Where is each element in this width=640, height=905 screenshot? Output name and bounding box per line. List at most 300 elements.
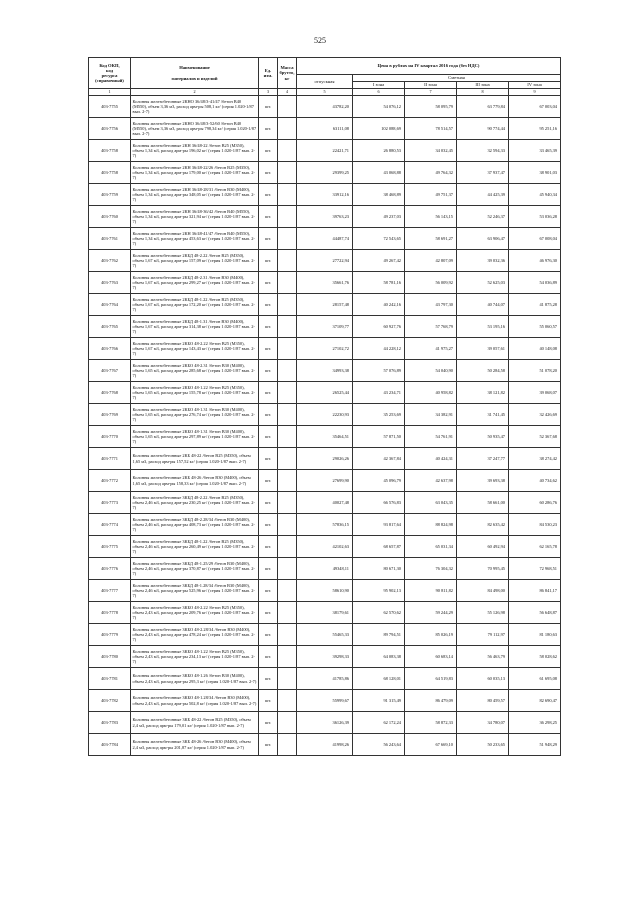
- row-zone-4-price: 36 298,25: [509, 712, 561, 734]
- row-base-price: 39763,23: [297, 206, 353, 228]
- row-base-price: 40027,48: [297, 492, 353, 514]
- row-mass: [278, 448, 297, 470]
- row-mass: [278, 294, 297, 316]
- row-mass: [278, 118, 297, 140]
- row-name: Колонны железобетонные 2КН 36/48-22/26 /бетон В25 (М350), объем 1,34 м3, расход арм-ры 179,00 кг/ (серия 1.020-1/87 вып. 2-7): [131, 162, 259, 184]
- row-zone-1-price: 35 253,69: [353, 404, 405, 426]
- row-zone-3-price: 58 661,00: [457, 492, 509, 514]
- row-name: Колонны железобетонные 3КБД 48-1.25/29 /бетон В30 (М400), объем 2,46 м3, расход арм-ры 370,87 кг/ (серия 1.020-1/87 вып. 2-7): [131, 558, 259, 580]
- row-zone-3-price: 34 780,07: [457, 712, 509, 734]
- row-base-price: 22230,93: [297, 404, 353, 426]
- row-name: Колонны железобетонные 2КБО 48-1.31 /бетон В30 (М400), объем 1,65 м3, расход арм-ры 276,74 кг/ (серия 1.020-1/87 вып. 2-7): [131, 404, 259, 426]
- row-zone-2-price: 54 761,91: [405, 426, 457, 448]
- row-zone-3-price: 82 635,42: [457, 514, 509, 536]
- row-code: 403-7772: [89, 470, 131, 492]
- row-zone-1-price: 62 172,24: [353, 712, 405, 734]
- row-zone-4-price: 56 648,87: [509, 602, 561, 624]
- row-mass: [278, 470, 297, 492]
- row-unit: шт.: [259, 382, 278, 404]
- row-zone-4-price: 51 948,29: [509, 734, 561, 756]
- row-mass: [278, 426, 297, 448]
- header-zone-1: I зона: [353, 82, 405, 89]
- row-mass: [278, 558, 297, 580]
- row-unit: шт.: [259, 118, 278, 140]
- row-mass: [278, 712, 297, 734]
- row-zone-2-price: 54 040,90: [405, 360, 457, 382]
- row-zone-4-price: 95 251,16: [509, 118, 561, 140]
- header-zone-group: Сметная: [353, 75, 561, 82]
- row-zone-2-price: 56 143,15: [405, 206, 457, 228]
- row-unit: шт.: [259, 96, 278, 118]
- row-zone-4-price: 39 068,07: [509, 382, 561, 404]
- header-zone-4: IV зона: [509, 82, 561, 89]
- row-zone-1-price: 49 267,42: [353, 250, 405, 272]
- row-zone-4-price: 81 180,63: [509, 624, 561, 646]
- row-name: Колонны железобетонные 2КБ 48-26 /бетон В30 (М400), объем 1,65 м3, расход арм-ры 158,33 кг/ (серия 1.020-1/87 вып. 2-7): [131, 470, 259, 492]
- row-unit: шт.: [259, 250, 278, 272]
- row-mass: [278, 228, 297, 250]
- row-name: Колонны железобетонные 2КБД 48-2.22 /бетон В25 (М350), объем 1,67 м3, расход арм-ры 157,09 кг/ (серия 1.020-1/87 вып. 2-7): [131, 250, 259, 272]
- row-code: 403-7777: [89, 580, 131, 602]
- row-code: 403-7756: [89, 118, 131, 140]
- row-mass: [278, 184, 297, 206]
- row-zone-4-price: 32 426,69: [509, 404, 561, 426]
- row-unit: шт.: [259, 360, 278, 382]
- row-zone-1-price: 68 657,87: [353, 536, 405, 558]
- row-base-price: 55465,33: [297, 624, 353, 646]
- row-zone-4-price: 84 530,23: [509, 514, 561, 536]
- table-row: [89, 492, 561, 514]
- row-zone-2-price: 78 514,57: [405, 118, 457, 140]
- row-code: 403-7766: [89, 338, 131, 360]
- row-mass: [278, 404, 297, 426]
- row-base-price: 63111,08: [297, 118, 353, 140]
- row-code: 403-7776: [89, 558, 131, 580]
- table-row: [89, 426, 561, 448]
- row-zone-3-price: 60 035,13: [457, 668, 509, 690]
- row-zone-4-price: 40 148,08: [509, 338, 561, 360]
- table-row: [89, 272, 561, 294]
- row-mass: [278, 338, 297, 360]
- row-code: 403-7764: [89, 294, 131, 316]
- row-code: 403-7761: [89, 228, 131, 250]
- row-name: Колонны железобетонные 3КБО 48-1.28/34 /бетон В30 (М400), объем 2,43 м3, расход арм-ры 502,8 кг/ (серия 1.020-1/87 вып. 2-7): [131, 690, 259, 712]
- row-unit: шт.: [259, 294, 278, 316]
- table-row: [89, 118, 561, 140]
- row-name: Колонны железобетонные 2КБО 48-1.31 /бетон В30 (М400), объем 1,65 м3, расход арм-ры 297,89 кг/ (серия 1.020-1/87 вып. 2-7): [131, 426, 259, 448]
- row-name: Колонны железобетонные 3КБО 48-2.28/34 /бетон В30 (М400), объем 2,43 м3, расход арм-ры 478,24 кг/ (серия 1.020-1/87 вып. 2-7): [131, 624, 259, 646]
- row-unit: шт.: [259, 206, 278, 228]
- price-table-wrap: [88, 57, 560, 756]
- table-row: [89, 668, 561, 690]
- row-mass: [278, 624, 297, 646]
- table-row: [89, 206, 561, 228]
- row-unit: шт.: [259, 624, 278, 646]
- row-base-price: 27699,90: [297, 470, 353, 492]
- row-zone-4-price: 54 036,89: [509, 272, 561, 294]
- row-mass: [278, 272, 297, 294]
- row-code: 403-7768: [89, 382, 131, 404]
- table-body: [89, 96, 561, 756]
- row-zone-3-price: 40 744,07: [457, 294, 509, 316]
- table-row: [89, 184, 561, 206]
- row-zone-3-price: 44 425,39: [457, 184, 509, 206]
- row-unit: шт.: [259, 338, 278, 360]
- row-zone-3-price: 63 906,47: [457, 228, 509, 250]
- col-number: 1: [89, 89, 131, 96]
- row-base-price: 29026,26: [297, 448, 353, 470]
- row-code: 403-7781: [89, 668, 131, 690]
- row-zone-1-price: 95 902,13: [353, 580, 405, 602]
- row-base-price: 35661,76: [297, 272, 353, 294]
- row-unit: шт.: [259, 712, 278, 734]
- col-number: 9: [509, 89, 561, 96]
- row-zone-2-price: 34 032,45: [405, 140, 457, 162]
- table-row: [89, 448, 561, 470]
- table-row: [89, 140, 561, 162]
- row-zone-4-price: 61 695,08: [509, 668, 561, 690]
- row-base-price: 42102,63: [297, 536, 353, 558]
- row-base-price: 41785,86: [297, 668, 353, 690]
- row-code: 403-7778: [89, 602, 131, 624]
- row-code: 403-7774: [89, 514, 131, 536]
- row-name: Колонны железобетонные 3КБО 48-2.22 /бетон В25 (М350), объем 2,43 м3, расход арм-ры 209,76 кг/ (серия 1.020-1/87 вып. 2-7): [131, 602, 259, 624]
- row-zone-1-price: 58 781,16: [353, 272, 405, 294]
- row-name: Колонны железобетонные 2КБД 48-1.31 /бетон В30 (М400), объем 1,67 м3, расход арм-ры 314,38 кг/ (серия 1.020-1/87 вып. 2-7): [131, 316, 259, 338]
- row-zone-1-price: 56 243,64: [353, 734, 405, 756]
- header-unit: Ед. изм.: [259, 58, 278, 89]
- row-base-price: 35464,51: [297, 426, 353, 448]
- row-zone-3-price: 39 057,61: [457, 338, 509, 360]
- row-zone-1-price: 40 242,16: [353, 294, 405, 316]
- table-row: [89, 624, 561, 646]
- row-mass: [278, 646, 297, 668]
- row-code: 403-7784: [89, 734, 131, 756]
- row-code: 403-7760: [89, 206, 131, 228]
- row-unit: шт.: [259, 316, 278, 338]
- row-unit: шт.: [259, 272, 278, 294]
- row-zone-3-price: 60 492,94: [457, 536, 509, 558]
- row-zone-3-price: 38 121,82: [457, 382, 509, 404]
- header-price-title: Цена в рублях на IV квартал 2016 года (без НДС): [297, 58, 561, 75]
- row-mass: [278, 206, 297, 228]
- row-zone-1-price: 60 927,76: [353, 316, 405, 338]
- row-zone-4-price: 46 976,30: [509, 250, 561, 272]
- row-zone-1-price: 45 096,79: [353, 470, 405, 492]
- row-name: Колонны железобетонные 3КБО 48-1.26 /бетон В30 (М400), объем 2,43 м3, расход арм-ры 295,3 кг/ (серия 1.020-1/87 вып. 2-7): [131, 668, 259, 690]
- row-zone-3-price: 63 779,84: [457, 96, 509, 118]
- row-base-price: 57836,15: [297, 514, 353, 536]
- row-zone-1-price: 66 576,83: [353, 492, 405, 514]
- row-zone-3-price: 50 935,47: [457, 426, 509, 448]
- row-code: 403-7755: [89, 96, 131, 118]
- row-base-price: 26525,44: [297, 382, 353, 404]
- row-mass: [278, 690, 297, 712]
- row-unit: шт.: [259, 514, 278, 536]
- row-code: 403-7779: [89, 624, 131, 646]
- row-base-price: 27722,94: [297, 250, 353, 272]
- row-zone-2-price: 60 683,14: [405, 646, 457, 668]
- row-zone-3-price: 79 112,97: [457, 624, 509, 646]
- row-base-price: 34993,38: [297, 360, 353, 382]
- row-zone-2-price: 63 043,35: [405, 492, 457, 514]
- table-row: [89, 316, 561, 338]
- row-base-price: 29399,25: [297, 162, 353, 184]
- row-unit: шт.: [259, 492, 278, 514]
- row-zone-2-price: 90 811,82: [405, 580, 457, 602]
- row-base-price: 43782,20: [297, 96, 353, 118]
- row-code: 403-7759: [89, 184, 131, 206]
- row-mass: [278, 514, 297, 536]
- header-mass: Масса брутто, кг: [278, 58, 297, 89]
- table-row: [89, 228, 561, 250]
- row-name: Колонны железобетонные 2КНО 36/48/3-41/47 /бетон В40 (М550), объем 3,36 м3, расход арм-ры 508,1 кг/ (серия 1.020-1/87 вып. 2-7): [131, 96, 259, 118]
- row-name: Колонны железобетонные 2КБО 48-1.22 /бетон В25 (М350), объем 1,65 м3, расход арм-ры 155,78 кг/ (серия 1.020-1/87 вып. 2-7): [131, 382, 259, 404]
- row-zone-4-price: 58 028,62: [509, 646, 561, 668]
- row-zone-2-price: 42 807,09: [405, 250, 457, 272]
- row-zone-3-price: 90 774,44: [457, 118, 509, 140]
- row-zone-3-price: 84 498,00: [457, 580, 509, 602]
- table-row: [89, 514, 561, 536]
- row-zone-2-price: 49 751,37: [405, 184, 457, 206]
- row-zone-1-price: 26 880,53: [353, 140, 405, 162]
- row-name: Колонны железобетонные 3КБД 48-2.28/34 /бетон В30 (М400), объем 2,46 м3, расход арм-ры 408,73 кг/ (серия 1.020-1/87 вып. 2-7): [131, 514, 259, 536]
- row-name: Колонны железобетонные 2КНО 36/48/3-52/60 /бетон В40 (М550), объем 3,36 м3, расход арм-ры 798,34 кг/ (серия 1.020-1/87 вып. 2-7): [131, 118, 259, 140]
- row-base-price: 22421,71: [297, 140, 353, 162]
- header-zone-2: II зона: [405, 82, 457, 89]
- row-code: 403-7765: [89, 316, 131, 338]
- row-code: 403-7762: [89, 250, 131, 272]
- table-row: [89, 602, 561, 624]
- row-zone-1-price: 68 128,01: [353, 668, 405, 690]
- row-mass: [278, 492, 297, 514]
- table-row: [89, 96, 561, 118]
- row-zone-2-price: 40 424,31: [405, 448, 457, 470]
- row-name: Колонны железобетонные 2КБД 48-1.22 /бетон В25 (М350), объем 1,67 м3, расход арм-ры 172,20 кг/ (серия 1.020-1/87 вып. 2-7): [131, 294, 259, 316]
- table-row: [89, 404, 561, 426]
- row-zone-4-price: 38 274,42: [509, 448, 561, 470]
- row-zone-2-price: 58 095,79: [405, 96, 457, 118]
- row-mass: [278, 668, 297, 690]
- row-zone-4-price: 51 078,20: [509, 360, 561, 382]
- row-base-price: 49348,11: [297, 558, 353, 580]
- row-zone-2-price: 34 382,91: [405, 404, 457, 426]
- row-mass: [278, 360, 297, 382]
- row-zone-2-price: 40 958,82: [405, 382, 457, 404]
- row-zone-1-price: 49 237,03: [353, 206, 405, 228]
- row-code: 403-7758: [89, 140, 131, 162]
- row-name: Колонны железобетонные 3КБО 48-1.22 /бетон В25 (М350), объем 2,43 м3, расход арм-ры 234,13 кг/ (серия 1.020-1/87 вып. 2-7): [131, 646, 259, 668]
- row-zone-1-price: 57 076,89: [353, 360, 405, 382]
- header-base-price: отпускная: [297, 75, 353, 89]
- table-row: [89, 338, 561, 360]
- row-zone-1-price: 42 367,84: [353, 448, 405, 470]
- header-code: Код ОКП, код ресурса (справочный): [89, 58, 131, 89]
- table-row: [89, 360, 561, 382]
- row-name: Колонны железобетонные 2КБО 48-2.22 /бетон В25 (М350), объем 1,67 м3, расход арм-ры 143,43 кг/ (серия 1.020-1/87 вып. 2-7): [131, 338, 259, 360]
- page-number: 525: [314, 36, 326, 45]
- price-table: [88, 57, 561, 756]
- row-mass: [278, 536, 297, 558]
- row-code: 403-7783: [89, 712, 131, 734]
- row-zone-4-price: 86 841,17: [509, 580, 561, 602]
- row-zone-2-price: 85 026,19: [405, 624, 457, 646]
- row-base-price: 28157,48: [297, 294, 353, 316]
- row-mass: [278, 96, 297, 118]
- row-zone-2-price: 65 031,34: [405, 536, 457, 558]
- row-zone-3-price: 53 195,16: [457, 316, 509, 338]
- row-zone-1-price: 89 794,51: [353, 624, 405, 646]
- row-zone-2-price: 58 872,33: [405, 712, 457, 734]
- row-name: Колонны железобетонные 3КБ 48-22 /бетон В25 (М350), объем 2,4 м3, расход арм-ры 179,01 кг/ (серия 1.020-1/87 вып. 2-7): [131, 712, 259, 734]
- row-zone-2-price: 59 244,29: [405, 602, 457, 624]
- row-zone-2-price: 86 479,09: [405, 690, 457, 712]
- row-name: Колонны железобетонные 3КБД 48-1.22 /бетон В25 (М350), объем 2,46 м3, расход арм-ры 260,49 кг/ (серия 1.020-1/87 вып. 2-7): [131, 536, 259, 558]
- row-base-price: 38179,61: [297, 602, 353, 624]
- row-zone-2-price: 49 764,32: [405, 162, 457, 184]
- col-number: 8: [457, 89, 509, 96]
- row-code: 403-7780: [89, 646, 131, 668]
- row-name: Колонны железобетонные 2КН 36/48-28/31 /бетон В30 (М400), объем 1,34 м3, расход арм-ры 348,05 кг/ (серия 1.020-1/87 вып. 2-7): [131, 184, 259, 206]
- row-zone-2-price: 43 797,30: [405, 294, 457, 316]
- row-zone-3-price: 50 284,58: [457, 360, 509, 382]
- col-number: 3: [259, 89, 278, 96]
- table-row: [89, 162, 561, 184]
- row-zone-4-price: 62 165,78: [509, 536, 561, 558]
- row-code: 403-7782: [89, 690, 131, 712]
- table-row: [89, 558, 561, 580]
- row-zone-4-price: 67 003,04: [509, 96, 561, 118]
- col-number: 6: [353, 89, 405, 96]
- row-unit: шт.: [259, 558, 278, 580]
- row-zone-1-price: 80 671,30: [353, 558, 405, 580]
- row-code: 403-7775: [89, 536, 131, 558]
- row-zone-1-price: 91 315,49: [353, 690, 405, 712]
- row-unit: шт.: [259, 140, 278, 162]
- row-code: 403-7763: [89, 272, 131, 294]
- row-name: Колонны железобетонные 2КБ 48-22 /бетон В25 (М350), объем 1,65 м3, расход арм-ры 157,52 кг/ (серия 1.020-1/87 вып. 2-7): [131, 448, 259, 470]
- row-zone-1-price: 54 076,12: [353, 96, 405, 118]
- row-zone-3-price: 52 246,37: [457, 206, 509, 228]
- row-zone-2-price: 56 009,92: [405, 272, 457, 294]
- row-zone-1-price: 43 234,71: [353, 382, 405, 404]
- table-row: [89, 250, 561, 272]
- row-zone-4-price: 82 690,47: [509, 690, 561, 712]
- row-zone-1-price: 62 570,62: [353, 602, 405, 624]
- row-name: Колонны железобетонные 3КБД 48-1.28/34 /бетон В30 (М400), объем 2,46 м3, расход арм-ры 525,96 кг/ (серия 1.020-1/87 вып. 2-7): [131, 580, 259, 602]
- header-zone-3: III зона: [457, 82, 509, 89]
- row-base-price: 41998,26: [297, 734, 353, 756]
- col-number: 7: [405, 89, 457, 96]
- row-mass: [278, 734, 297, 756]
- row-zone-3-price: 32 594,33: [457, 140, 509, 162]
- row-unit: шт.: [259, 404, 278, 426]
- row-unit: шт.: [259, 580, 278, 602]
- row-zone-2-price: 57 768,79: [405, 316, 457, 338]
- table-row: [89, 712, 561, 734]
- row-zone-1-price: 38 468,89: [353, 184, 405, 206]
- row-zone-3-price: 37 937,47: [457, 162, 509, 184]
- row-base-price: 55999,67: [297, 690, 353, 712]
- row-zone-1-price: 43 068,88: [353, 162, 405, 184]
- row-zone-3-price: 39 693,38: [457, 470, 509, 492]
- row-zone-1-price: 57 871,50: [353, 426, 405, 448]
- row-zone-4-price: 41 875,28: [509, 294, 561, 316]
- row-name: Колонны железобетонные 3КБД 48-2.22 /бетон В25 (М350), объем 2,46 м3, расход арм-ры 230,25 кг/ (серия 1.020-1/87 вып. 2-7): [131, 492, 259, 514]
- row-zone-3-price: 80 459,57: [457, 690, 509, 712]
- row-zone-4-price: 45 940,34: [509, 184, 561, 206]
- row-zone-1-price: 102 088,69: [353, 118, 405, 140]
- row-name: Колонны железобетонные 2КБД 48-2.31 /бетон В30 (М400), объем 1,67 м3, расход арм-ры 299,27 кг/ (серия 1.020-1/87 вып. 2-7): [131, 272, 259, 294]
- row-zone-2-price: 64 519,83: [405, 668, 457, 690]
- row-base-price: 44487,74: [297, 228, 353, 250]
- row-zone-2-price: 41 975,27: [405, 338, 457, 360]
- row-mass: [278, 580, 297, 602]
- row-unit: шт.: [259, 668, 278, 690]
- row-zone-4-price: 38 901,03: [509, 162, 561, 184]
- col-number: 2: [131, 89, 259, 96]
- row-name: Колонны железобетонные 2КБО 48-2.31 /бетон В30 (М400), объем 1,65 м3, расход арм-ры 285,68 кг/ (серия 1.020-1/87 вып. 2-7): [131, 360, 259, 382]
- row-code: 403-7773: [89, 492, 131, 514]
- row-unit: шт.: [259, 470, 278, 492]
- row-zone-3-price: 55 126,98: [457, 602, 509, 624]
- row-code: 403-7767: [89, 360, 131, 382]
- row-base-price: 37109,77: [297, 316, 353, 338]
- row-unit: шт.: [259, 162, 278, 184]
- table-row: [89, 646, 561, 668]
- row-unit: шт.: [259, 690, 278, 712]
- row-zone-3-price: 52 625,03: [457, 272, 509, 294]
- row-zone-4-price: 40 734,62: [509, 470, 561, 492]
- row-zone-3-price: 31 741,45: [457, 404, 509, 426]
- row-name: Колонны железобетонные 2КН 36/48-41/47 /бетон В40 (М550), объем 1,34 м3, расход арм-ры 453,63 кг/ (серия 1.020-1/87 вып. 2-7): [131, 228, 259, 250]
- row-zone-2-price: 58 691,27: [405, 228, 457, 250]
- row-zone-4-price: 72 968,51: [509, 558, 561, 580]
- row-zone-4-price: 52 367,68: [509, 426, 561, 448]
- row-zone-3-price: 70 995,45: [457, 558, 509, 580]
- row-zone-4-price: 33 465,39: [509, 140, 561, 162]
- row-zone-3-price: 56 463,79: [457, 646, 509, 668]
- row-mass: [278, 140, 297, 162]
- row-name: Колонны железобетонные 2КН 36/48-22 /бетон В25 (М350), объем 1,34 м3, расход арм-ры 196,02 кг/ (серия 1.020-1/87 вып. 2-7): [131, 140, 259, 162]
- row-code: 403-7769: [89, 404, 131, 426]
- row-zone-3-price: 37 247,77: [457, 448, 509, 470]
- row-zone-4-price: 55 060,57: [509, 316, 561, 338]
- row-name: Колонны железобетонные 3КБ 48-26 /бетон В30 (М400), объем 2,4 м3, расход арм-ры 201,87 кг/ (серия 1.020-1/87 вып. 2-7): [131, 734, 259, 756]
- row-code: 403-7771: [89, 448, 131, 470]
- row-mass: [278, 316, 297, 338]
- row-zone-3-price: 50 233,65: [457, 734, 509, 756]
- row-unit: шт.: [259, 184, 278, 206]
- header-name: Наименование материалов и изделий: [131, 58, 259, 89]
- row-unit: шт.: [259, 734, 278, 756]
- table-row: [89, 536, 561, 558]
- col-number: 4: [278, 89, 297, 96]
- table-row: [89, 690, 561, 712]
- table-row: [89, 734, 561, 756]
- col-number: 5: [297, 89, 353, 96]
- row-zone-1-price: 72 543,65: [353, 228, 405, 250]
- table-row: [89, 382, 561, 404]
- row-zone-2-price: 42 637,98: [405, 470, 457, 492]
- row-base-price: 33912,16: [297, 184, 353, 206]
- row-unit: шт.: [259, 646, 278, 668]
- row-zone-1-price: 93 817,64: [353, 514, 405, 536]
- table-row: [89, 470, 561, 492]
- table-row: [89, 294, 561, 316]
- row-unit: шт.: [259, 228, 278, 250]
- row-zone-1-price: 64 083,38: [353, 646, 405, 668]
